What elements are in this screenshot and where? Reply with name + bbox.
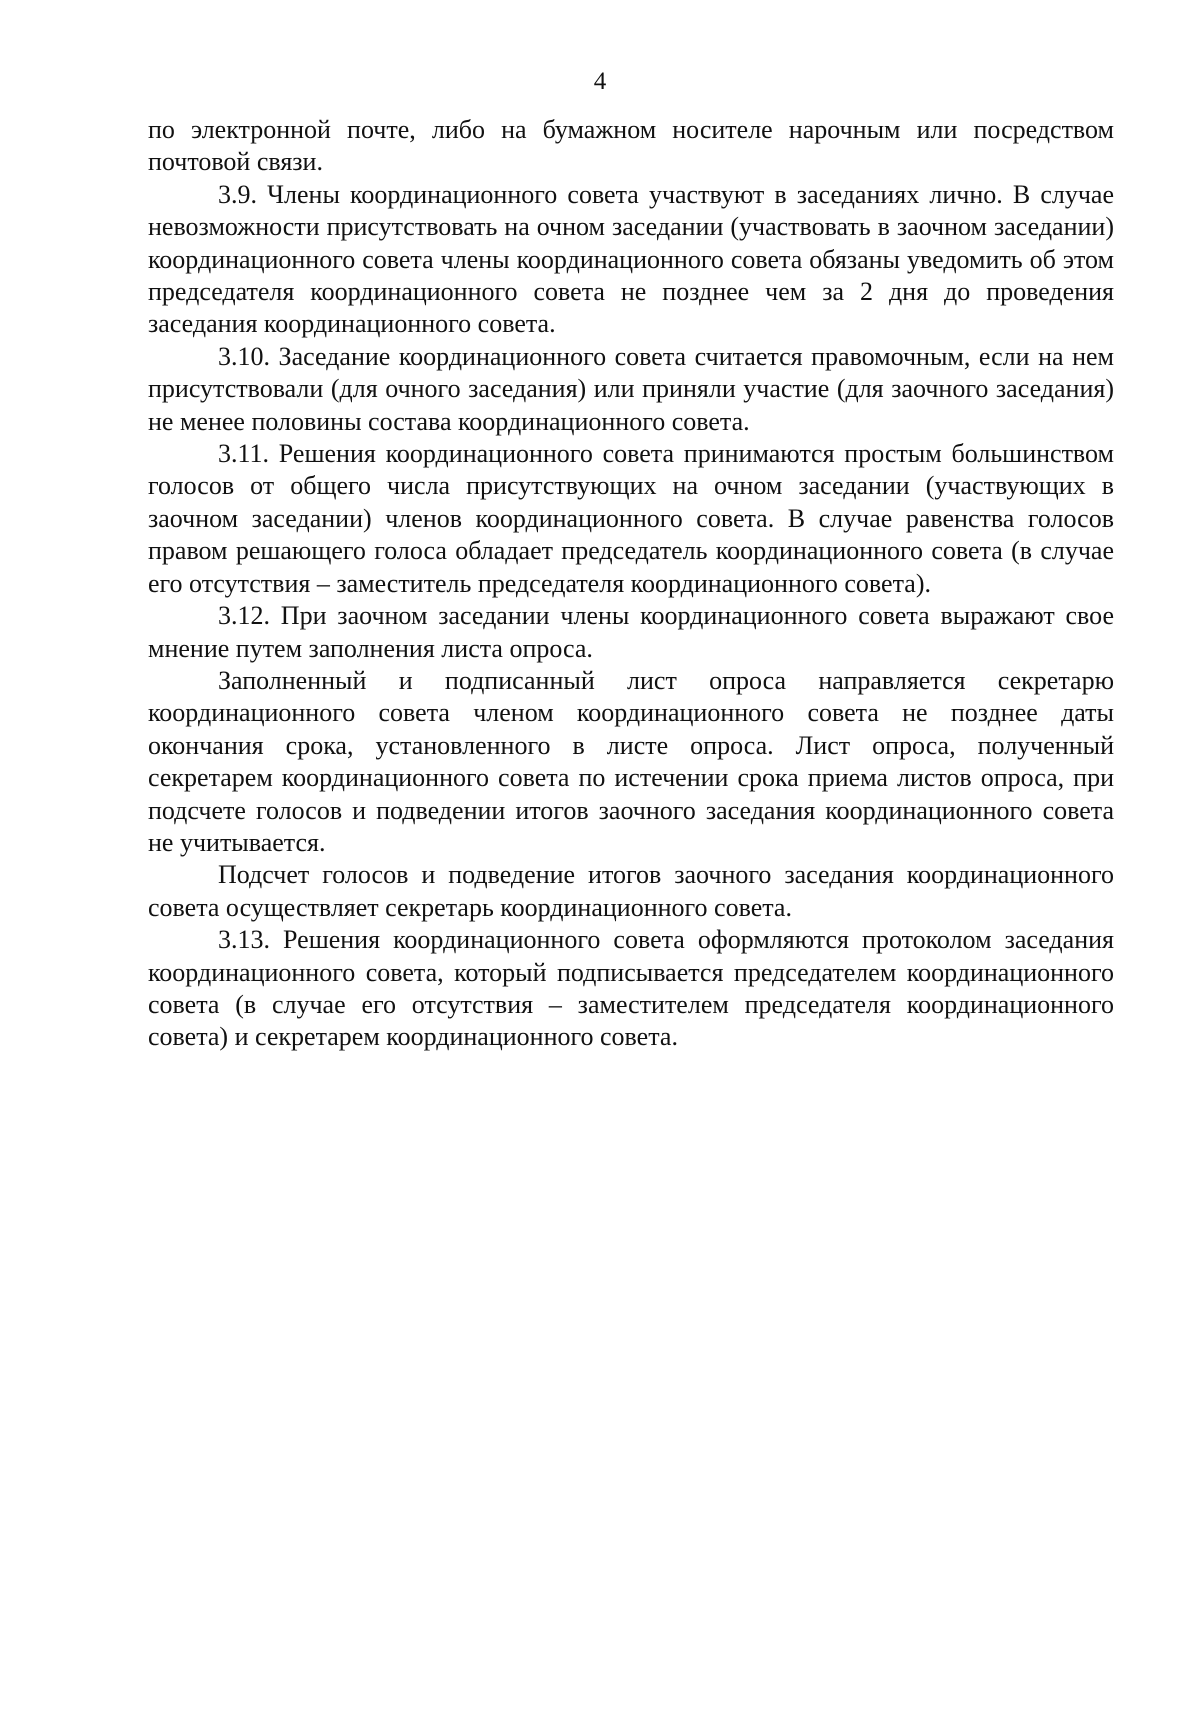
paragraph-3-13: 3.13. Решения координационного совета оформляются протоколом заседания координационного совета, который подписывается председателем координационного совета (в случае его отсутствия – заместителем председателя координационного совета) и секретарем координационного совета.: [148, 925, 1114, 1052]
body-text: [148, 114, 1114, 1054]
paragraph-vote-count: Подсчет голосов и подведение итогов заочного заседания координационного совета осуществляет секретарь координационного совета.: [148, 860, 1114, 922]
paragraph-continuation: по электронной почте, либо на бумажном носителе нарочным или посредством почтовой связи.: [148, 115, 1114, 177]
paragraph-3-12: 3.12. При заочном заседании члены координационного совета выражают свое мнение путем заполнения листа опроса.: [148, 601, 1114, 663]
paragraph-survey-sheet: Заполненный и подписанный лист опроса направляется секретарю координационного совета членом координационного совета не позднее даты окончания срока, установленного в листе опроса. Лист опроса, полученный секретарем координационного совета по истечении срока приема листов опроса, при подсчете голосов и подведении итогов заочного заседания координационного совета не учитывается.: [148, 665, 1114, 857]
page-number: 4: [593, 68, 607, 95]
paragraph-3-11: 3.11. Решения координационного совета принимаются простым большинством голосов от общего числа присутствующих на очном заседании (участвующих в заочном заседании) членов координационного совета. В случае равенства голосов правом решающего голоса обладает председатель координационного совета (в случае его отсутствия – заместитель председателя координационного совета).: [148, 439, 1114, 598]
paragraph-3-9: 3.9. Члены координационного совета участвуют в заседаниях лично. В случае невозможности присутствовать на очном заседании (участвовать в заочном заседании) координационного совета члены координационного совета обязаны уведомить об этом председателя координационного совета не позднее чем за 2 дня до проведения заседания координационного совета.: [148, 179, 1114, 339]
paragraph-3-10: 3.10. Заседание координационного совета считается правомочным, если на нем присутствовали (для очного заседания) или приняли участие (для заочного заседания) не менее половины состава координационного совета.: [148, 341, 1114, 436]
